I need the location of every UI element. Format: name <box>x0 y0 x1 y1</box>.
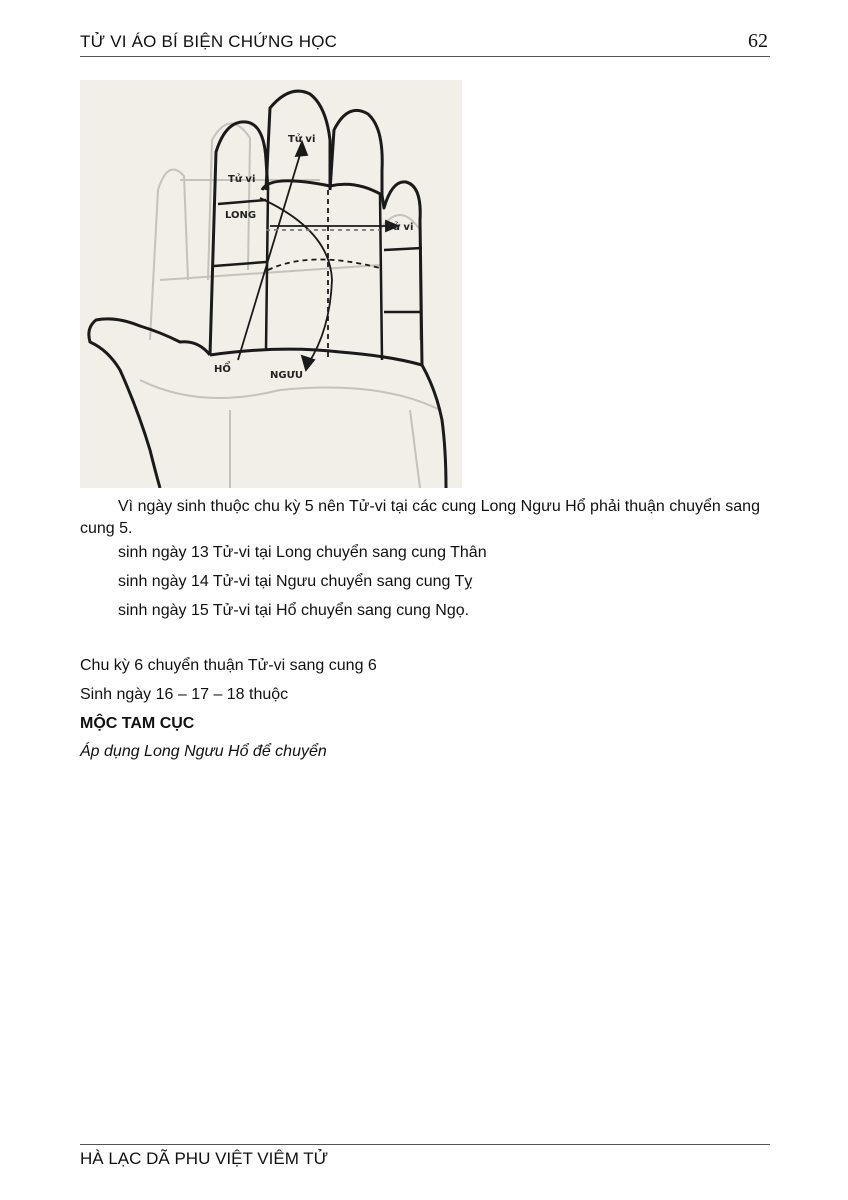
back-hand-finger-1 <box>150 170 188 340</box>
arrow-long-to-nguu <box>260 198 332 364</box>
palm-right-edge <box>422 365 446 488</box>
list-item: sinh ngày 15 Tử-vi tại Hổ chuyển sang cung Ngọ. <box>118 602 470 619</box>
section-heading: MỘC TAM CỤC <box>80 715 195 732</box>
hand-drawing <box>80 80 462 488</box>
days-line: Sinh ngày 16 – 17 – 18 thuộc <box>80 686 289 703</box>
list-item: sinh ngày 13 Tử-vi tại Long chuyển sang cung Thân <box>118 544 487 561</box>
paragraph-cycle-5: Vì ngày sinh thuộc chu kỳ 5 nên Tử-vi tại các cung Long Ngưu Hổ phải thuận chuyển sang cung 5. <box>80 498 760 537</box>
index-segment-line <box>214 262 266 266</box>
ring-finger-outline <box>330 110 382 195</box>
thumb-outline <box>89 319 210 488</box>
cycle-6-line: Chu kỳ 6 chuyển thuận Tử-vi sang cung 6 <box>80 657 377 674</box>
label-tu-vi-right: Tử vi <box>386 222 414 233</box>
back-hand-palm-line <box>140 380 440 410</box>
index-finger-outline <box>210 122 268 355</box>
little-finger-outline <box>382 182 422 365</box>
page-footer <box>80 1144 770 1168</box>
hand-diagram <box>80 80 462 488</box>
label-tu-vi-left: Tử vi <box>228 174 256 185</box>
back-hand-wrist-right <box>410 410 420 488</box>
label-ho: HỔ <box>214 364 231 375</box>
index-middle-divider <box>266 190 268 350</box>
page-number: 62 <box>748 30 768 52</box>
label-long: LONG <box>225 210 257 221</box>
header-title: TỬ VI ÁO BÍ BIỆN CHỨNG HỌC <box>80 32 338 51</box>
back-hand-finger-3 <box>380 215 420 340</box>
label-nguu: NGƯU <box>270 370 304 381</box>
ring-little-divider <box>380 195 382 360</box>
back-hand-crease-2 <box>160 265 380 280</box>
list-item: sinh ngày 14 Tử-vi tại Ngưu chuyển sang cung Tỵ <box>118 573 473 590</box>
footer-text: HÀ LẠC DÃ PHU VIỆT VIÊM TỬ <box>80 1149 329 1168</box>
long-segment-line <box>218 200 266 204</box>
finger-base-crease <box>262 181 382 195</box>
little-segment-line-1 <box>384 248 422 250</box>
italic-note: Áp dụng Long Ngưu Hổ để chuyển <box>80 743 327 760</box>
label-tu-vi-top: Tử vi <box>288 134 316 145</box>
page-header <box>80 30 770 57</box>
